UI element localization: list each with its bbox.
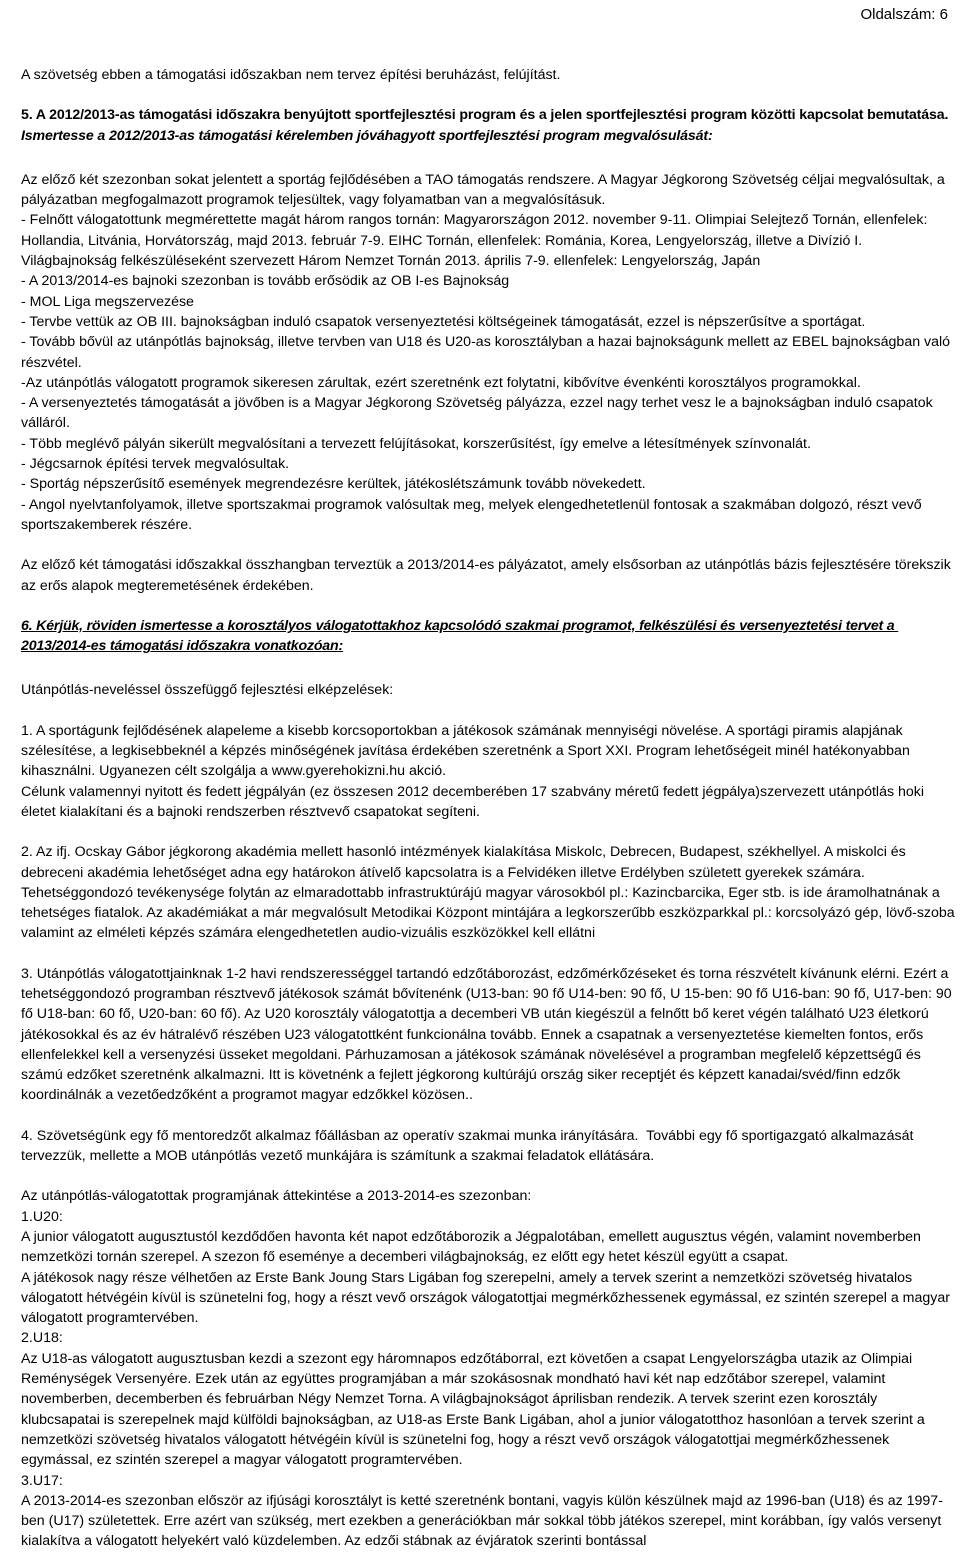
u18-paragraph: Az U18-as válogatott augusztusban kezdi a szezont egy háromnapos edzőtáborral, ezt követően a csapat Lengyelországba utazik az Olimpiai Reménységek Versenyére. Ezek után az együttes programjában a már szokásosnak mondható havi két nap edzőtábor szerepel, valamint novemberben, decemberben és februárban Négy Nemzet Torna. A világbajnokságot áprilisban rendezik. A tervek szerint ezen korosztály klubcsapatai is szerepelnek majd külföldi bajnokságban, az U18-as Erste Bank Ligában, ahol a junior válogatotthoz hasonlóan a tervek szerint a nemzetközi szövetség hivatalos válogatott hétvégéin kívül is szünetelni fog, hogy a részt vevő országok válogatottjai megmérkőzhessenek egymással, ez szintén szerepel a magyar válogatott programtervében. (21, 1350, 929, 1469)
u18-label: 2.U18: (21, 1330, 63, 1347)
u20-label: 1.U20: (21, 1208, 63, 1225)
section-5-line: - A 2013/2014-es bajnoki szezonban is tovább erősödik az OB I-es Bajnokság (21, 273, 510, 290)
page-number: Oldalszám: 6 (860, 6, 948, 23)
section-5-line: - Sportág népszerűsítő események megrendezésre kerültek, játékoslétszámunk tovább növekedett. (21, 476, 646, 493)
section-5-title: 5. A 2012/2013-as támogatási időszakra benyújtott sportfejlesztési program és a jelen sportfejlesztési program közötti kapcsolat bemutatása. (21, 107, 949, 124)
item-2-paragraph: 2. Az ifj. Ocskay Gábor jégkorong akadémia mellett hasonló intézmények kialakítása Miskolc, Debrecen, Budapest, székhellyel. A miskolci és debreceni akadémia lehetőséget adna egy határokon átívelő kapcsolatra is a Felvidéken illetve Erdélyben született gyerekek számára. Tehetséggondozó tevékenysége folytán az elmaradottabb infrastruktúrájú magyar városokból pl.: Kazincbarcika, Eger stb. is ide áramolhatnának a tehetséges fiatalok. Az akadémiákat a már megvalósult Metodikai Központ mintájára a legkorszerűbb eszközparkkal pl.: korcsolyázó gép, lövő-szoba valamint az elméleti képzés számára elengedhetetlen audio-vizuális eszközökkel kell ellátni (21, 844, 959, 942)
document-body (21, 65, 959, 1552)
section-5-line: - Jégcsarnok építési tervek megvalósultak. (21, 456, 290, 473)
item-1-paragraph: 1. A sportágunk fejlődésének alapeleme a kisebb korcsoportokban a játékosok számának mennyiségi növelése. A sportági piramis alapjának szélesítése, a legkisebbeknél a képzés minőségének javítása érdekében szeretnénk a Sport XXI. Program lehetőségeit minél hatékonyabban kihasználni. Ugyanezen célt szolgálja a www.gyerehokizni.hu akció. (21, 722, 914, 780)
section-5-instruction: Ismertesse a 2012/2013-as támogatási kérelemben jóváhagyott sportfejlesztési program megvalósulását: (21, 127, 713, 144)
section-5-summary: Az előző két támogatási időszakkal összhangban terveztük a 2013/2014-es pályázatot, amely elsősorban az utánpótlás bázis fejlesztésére törekszik az erős alapok megteremetésének érdekében. (21, 557, 955, 594)
section-5-heading (21, 105, 959, 146)
item-3-paragraph: 3. Utánpótlás válogatottjainknak 1-2 havi rendszerességgel tartandó edzőtáborozást, edzőmérkőzéseket és torna részvételt kívánunk elérni. Ezért a tehetséggondozó programban résztvevő játékosok számát bővítenénk (U13-ban: 90 fő U14-ben: 90 fő, U 15-ben: 90 fő U16-ban: 90 fő, U17-ben: 90 fő U18-ban: 60 fő, U20-ban: 60 fő). Az U20 korosztály válogatottja a decemberi VB után kiegészül a felnőtt bő keret végén található U23 életkorú játékosokkal és az év hátralévő részében U23 válogatottként funkcionálna tovább. Ennek a csapatnak a versenyeztetése kiemelten fontos, erős ellenfelekkel kell a versenyzési üsseket megoldani. Párhuzamosan a játékosok számának növelésével a programban megfelelő képzettségű és számú edzőket szeretnénk alkalmazni. Itt is követnénk a fejlett jégkorong kultúrájú ország siker receptjét és képzett kanadai/svéd/finn edzők koordinálnák a vezetőedzőként a programot magyar edzőkkel közösen.. (21, 965, 956, 1104)
u17-paragraph: A 2013-2014-es szezonban először az ifjúsági korosztályt is ketté szeretnénk bontani, vagyis külön készülnek majd az 1996-ban (U18) és az 1997-ben (U17) születettek. Erre azért van szükség, mert ezekben a generációkban már sokkal több játékos szerepel, mint korábban, így valós versenyt kialakítva a válogatott helyekért való küzdelemben. Az edzői stábnak az évjáratok szerinti bontással (21, 1492, 946, 1550)
item-1-goal: Célunk valamennyi nyitott és fedett jégpályán (ez összesen 2012 decemberében 17 szabvány méretű fedett jégpálya)szervezett utánpótlás hoki életet kialakítani és a bajnoki rendszerben résztvevő csapatokat segíteni. (21, 783, 928, 820)
section-6-subtitle: Utánpótlás-neveléssel összefüggő fejlesztési elképzelések: (21, 682, 394, 699)
section-6-heading: 6. Kérjük, röviden ismertesse a korosztályos válogatottakhoz kapcsolódó szakmai programot, felkészülési és versenyeztetési tervet a 2013/2014-es támogatási időszakra vonatkozóan: (21, 617, 899, 655)
section-5-line: - A versenyeztetés támogatását a jövőben is a Magyar Jégkorong Szövetség pályázza, ezzel nagy terhet vesz le a bajnokságban induló csapatok válláról. (21, 395, 937, 432)
u20-paragraph: A junior válogatott augusztustól kezdődően havonta két napot edzőtáborozik a Jégpalotában, emellett augusztus végén, valamint novemberben nemzetközi tornán szerepel. A szezon fő eseménye a decemberi világbajnokság, ez előtt egy hetet készül együtt a csapat. (21, 1228, 925, 1266)
section-5-line: - MOL Liga megszervezése (21, 293, 194, 310)
section-5-line: -Az utánpótlás válogatott programok sikeresen zárultak, ezért szeretnénk ezt folytatni, kibővítve évenkénti korosztályos programokkal. (21, 374, 861, 391)
section-5-line: - Több meglévő pályán sikerült megvalósítani a tervezett felújításokat, korszerűsítést, így emelve a létesítmények színvonalát. (21, 435, 811, 452)
section-5-line: - Tovább bővül az utánpótlás bajnokság, illetve tervben van U18 és U20-as korosztályban a hazai bajnokságunk mellett az EBEL bajnokságban való részvétel. (21, 334, 955, 371)
section-5-line: Az előző két szezonban sokat jelentett a sportág fejlődésében a TAO támogatás rendszere. A Magyar Jégkorong Szövetség céljai megvalósultak, a pályázatban megfogalmazott programok teljesültek, vagy folyamatban van a megvalósításuk. (21, 171, 949, 209)
section-5-line: - Angol nyelvtanfolyamok, illetve sportszakmai programok valósultak meg, melyek elengedhetetlenül fontosak a szakmában dolgozó, részt vevő sportszakemberek részére. (21, 496, 926, 533)
u17-label: 3.U17: (21, 1472, 63, 1489)
section-5-line: - Tervbe vettük az OB III. bajnokságban induló csapatok versenyeztetési költségeinek támogatását, ezzel is népszerűsítve a sportágat. (21, 313, 866, 330)
section-5-body (21, 170, 959, 535)
intro-paragraph: A szövetség ebben a támogatási időszakban nem tervez építési beruházást, felújítást. (21, 67, 561, 83)
item-4-paragraph: 4. Szövetségünk egy fő mentoredzőt alkalmaz főállásban az operatív szakmai munka irányítására. További egy fő sportigazgató alkalmazását tervezzük, mellette a MOB utánpótlás vezető munkájára is számítunk a szakmai feladatok ellátására. (21, 1127, 918, 1165)
section-5-line: - Felnőtt válogatottunk megmérettette magát három rangos tornán: Magyarországon 2012. november 9-11. Olimpiai Selejtező Tornán, ellenfelek: Hollandia, Litvánia, Horvátország, majd 2013. február 7-9. EIHC Tornán, ellenfelek: Románia, Korea, Lengyelország, illetve a Divízió I. Világbajnokság felkészüléseként szervezett Három Nemzet Tornán 2013. április 7-9. ellenfelek: Lengyelország, Japán (21, 212, 932, 270)
u20-paragraph: A játékosok nagy része vélhetően az Erste Bank Joung Stars Ligában fog szerepelni, amely a tervek szerint a nemzetközi szövetség hivatalos válogatott hétvégéin kívül is szünetelni fog, hogy a részt vevő országok válogatottjai megmérkőzhessenek egymással, ez szintén szerepel a magyar válogatott programtervében. (21, 1269, 954, 1327)
overview-title: Az utánpótlás-válogatottak programjának áttekintése a 2013-2014-es szezonban: (21, 1188, 532, 1205)
